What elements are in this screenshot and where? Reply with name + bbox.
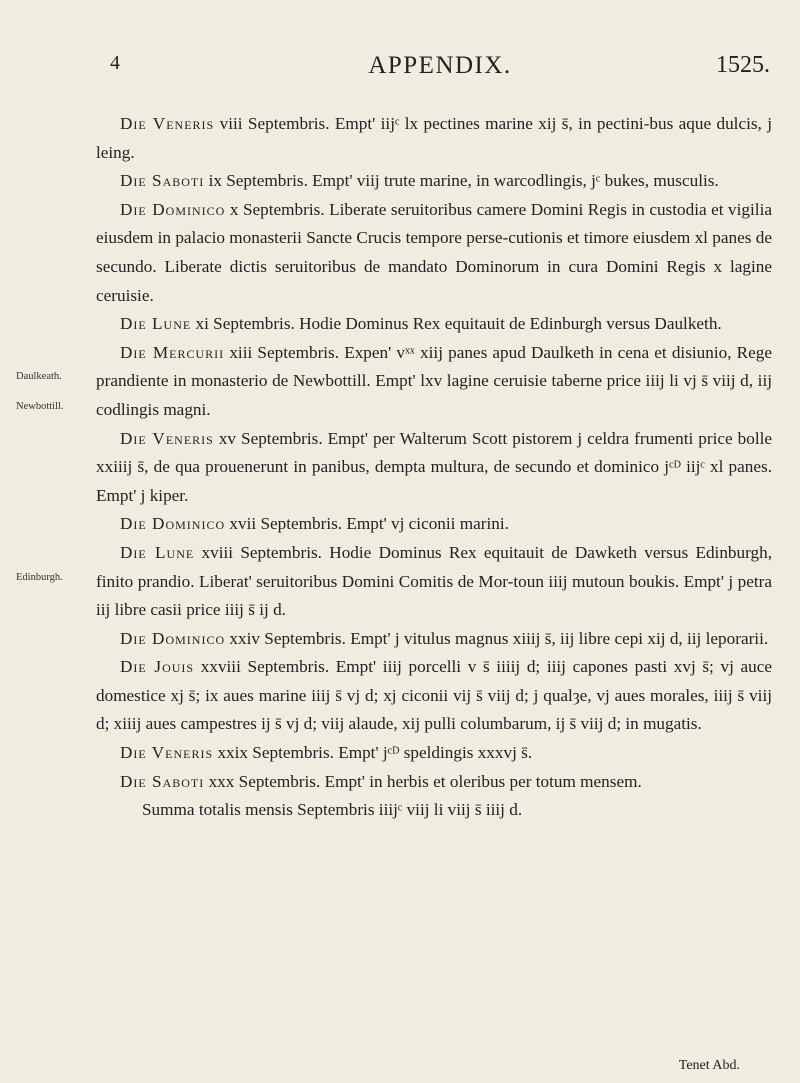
- entry-paragraph: [96, 768, 772, 797]
- entry-lead: Die Jouis: [120, 657, 195, 677]
- entry-paragraph: [96, 653, 772, 739]
- page-marker: 4: [110, 52, 120, 74]
- catchword: Tenet Abd.: [678, 1058, 740, 1073]
- entry-lead: Die Veneris: [120, 114, 215, 133]
- entry-text: xi Septembris. Hodie Dominus Rex equitauit de Edinburgh versus Daulketh.: [191, 314, 722, 334]
- entry-lead: Die Mercurii: [120, 342, 225, 362]
- entry-lead: Die Veneris: [120, 428, 214, 448]
- entry-text: xv Septembris. Empt' per Walterum Scott pistorem j celdra frumenti price bolle xxiiij s̄, de qua prouenerunt in panibus, dempta multura, de secundo et dominico jᶜᴰ iijᶜ xl panes. Empt' j kiper.: [96, 428, 773, 505]
- body-text: [96, 110, 772, 825]
- entry-lead: Die Dominico: [120, 628, 226, 648]
- page-number: 1525.: [716, 52, 770, 78]
- entry-lead: Die Saboti: [120, 771, 205, 791]
- entry-lead: Die Veneris: [120, 743, 214, 763]
- entry-text: ix Septembris. Empt' viij trute marine, in warcodlingis, jᶜ bukes, musculis.: [204, 171, 719, 191]
- page-header: [110, 52, 770, 82]
- entry-lead: Die Dominico: [120, 514, 226, 534]
- entry-paragraph: [96, 539, 772, 625]
- entry-text: viii Septembris. Empt' iijᶜ lx pectines marine xij s̄, in pectini-bus aque dulcis, j leing.: [96, 114, 773, 162]
- entry-text: xxviii Septembris. Empt' iiij porcelli v s̄ iiiij d; iiij capones pasti xvj s̄; vj auce domestice xj s̄; ix aues marine iiij s̄ vj d; xj ciconii vij s̄ viij d; j qualȝe, vj aues morales, iiij s̄ viij d; xiiij aues campestres ij s̄ vj d; viij alaude, xij pulli columbarum, ij s̄ viij d; in mugatis.: [96, 657, 772, 734]
- entry-text: xvii Septembris. Empt' vj ciconii marini.: [225, 514, 509, 534]
- entry-paragraph: [96, 196, 772, 310]
- entry-paragraph: [96, 110, 772, 167]
- entry-text: xxiv Septembris. Empt' j vitulus magnus xiiij s̄, iij libre cepi xij d, iij leporarii.: [225, 628, 769, 648]
- entry-lead: Die Dominico: [120, 199, 226, 219]
- margin-note-daulketh: Daulkeath.: [16, 371, 62, 382]
- entry-text: xviii Septembris. Hodie Dominus Rex equitauit de Dawketh versus Edinburgh, finito prandio. Liberat' seruitoribus Domini Comitis de Mor-toun iiij mutoun boukis. Empt' j petra iij libre casii price iiij s̄ ij d.: [96, 542, 773, 620]
- entry-text: x Septembris. Liberate seruitoribus camere Domini Regis in custodia et vigilia eiusdem in palacio monasterii Sancte Crucis tempore perse-cutionis et timore eiusdem xl panes de secundo. Liberate dictis seruitoribus de mandato Dominorum in cura Domini Regis x lagine ceruisie.: [96, 199, 772, 305]
- entry-paragraph: [96, 625, 772, 654]
- entry-paragraph: [96, 739, 772, 768]
- entry-lead: Die Saboti: [120, 171, 205, 191]
- entry-text: xiii Septembris. Expen' vˣˣ xiij panes apud Daulketh in cena et disiunio, Rege prandiente in monasterio de Newbottill. Empt' lxv lagine ceruisie taberne price iiij li vj s̄ viij d, iij codlingis magni.: [96, 342, 772, 419]
- margin-note-edinburgh: Edinburgh.: [16, 572, 63, 583]
- margin-note-newbottill: Newbottill.: [16, 401, 64, 412]
- entry-paragraph: [96, 167, 772, 196]
- entry-paragraph: [96, 310, 772, 339]
- summa-total: Summa totalis mensis Septembris iiijᶜ viij li viij s̄ iiij d.: [142, 800, 523, 820]
- entry-text: xxix Septembris. Empt' jᶜᴰ speldingis xxxvj s̄.: [213, 743, 533, 763]
- entry-lead: Die Lune: [120, 542, 195, 562]
- page-title: APPENDIX.: [368, 52, 512, 79]
- entry-lead: Die Lune: [120, 314, 192, 334]
- entry-text: xxx Septembris. Empt' in herbis et oleribus per totum mensem.: [204, 771, 642, 791]
- entry-paragraph: [96, 425, 772, 511]
- entry-paragraph: [96, 510, 772, 539]
- entry-paragraph: [96, 339, 772, 425]
